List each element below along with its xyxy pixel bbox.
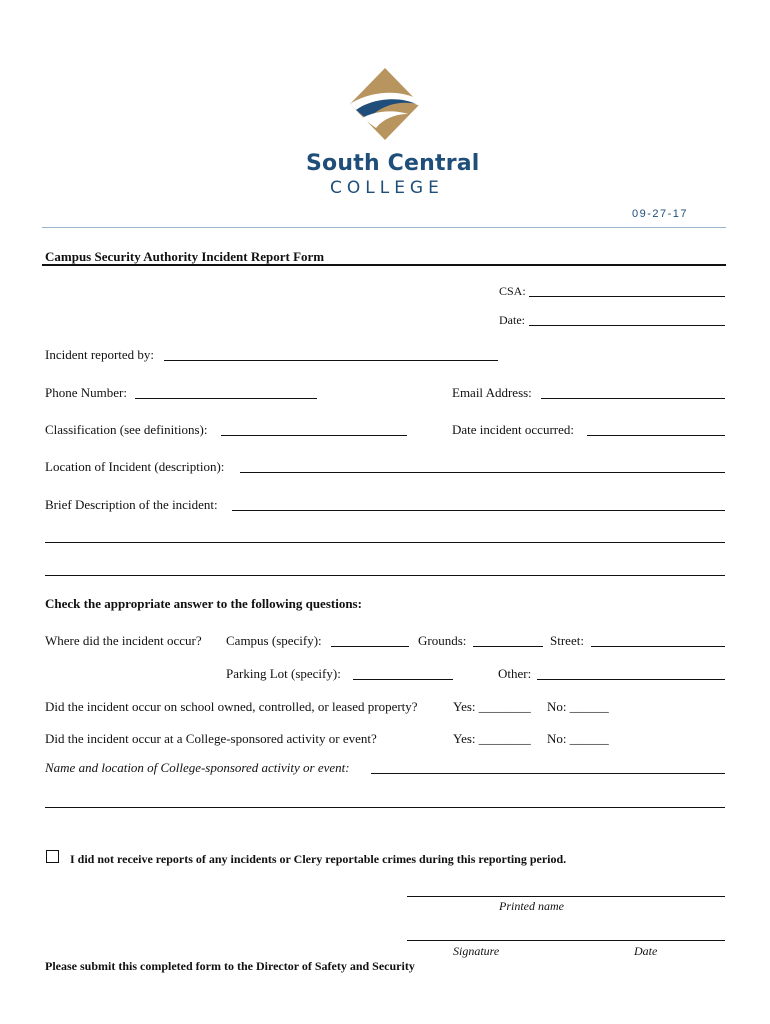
no-reports-statement: I did not receive reports of any incidents or Clery reportable crimes during this reporting period.	[70, 852, 567, 866]
brief-description-field-1[interactable]	[232, 510, 725, 511]
other-field[interactable]	[537, 679, 725, 680]
college-activity-question: Did the incident occur at a College-sponsored activity or event?	[45, 731, 377, 746]
name-location-activity-field-1[interactable]	[371, 773, 725, 774]
incident-reported-by-label: Incident reported by:	[45, 347, 155, 362]
parking-lot-label: Parking Lot (specify):	[226, 666, 341, 681]
college-logo-icon	[348, 66, 422, 144]
college-activity-yes[interactable]: Yes: ________	[453, 731, 531, 746]
form-title: Campus Security Authority Incident Report Form	[45, 249, 325, 264]
csa-field[interactable]	[529, 296, 725, 297]
school-property-no[interactable]: No: ______	[547, 699, 609, 714]
school-property-yes[interactable]: Yes: ________	[453, 699, 531, 714]
location-of-incident-field[interactable]	[240, 472, 725, 473]
csa-label: CSA:	[499, 284, 526, 298]
classification-field[interactable]	[221, 435, 407, 436]
brief-description-label: Brief Description of the incident:	[45, 497, 218, 512]
phone-number-label: Phone Number:	[45, 385, 127, 400]
school-property-question: Did the incident occur on school owned, controlled, or leased property?	[45, 699, 418, 714]
no-reports-checkbox[interactable]	[46, 850, 59, 863]
signature-field[interactable]	[407, 940, 725, 941]
form-code: 09-27-17	[632, 208, 689, 220]
grounds-label: Grounds:	[418, 633, 467, 648]
name-location-activity-field-2[interactable]	[45, 807, 725, 808]
name-location-activity-label: Name and location of College-sponsored activity or event:	[45, 760, 350, 775]
location-of-incident-label: Location of Incident (description):	[45, 459, 225, 474]
college-activity-no[interactable]: No: ______	[547, 731, 609, 746]
college-logo	[348, 66, 422, 144]
date-field[interactable]	[529, 325, 725, 326]
logo-text-south-central: South Central	[306, 151, 480, 176]
parking-lot-field[interactable]	[353, 679, 453, 680]
questions-heading: Check the appropriate answer to the following questions:	[45, 596, 362, 611]
email-address-label: Email Address:	[452, 385, 532, 400]
email-address-field[interactable]	[541, 398, 725, 399]
date-incident-occurred-field[interactable]	[587, 435, 725, 436]
signature-label: Signature	[453, 944, 500, 958]
brief-description-field-3[interactable]	[45, 575, 725, 576]
classification-label: Classification (see definitions):	[45, 422, 208, 437]
printed-name-field[interactable]	[407, 896, 725, 897]
phone-number-field[interactable]	[135, 398, 317, 399]
header-divider	[42, 227, 726, 228]
date-incident-occurred-label: Date incident occurred:	[452, 422, 574, 437]
printed-name-label: Printed name	[499, 899, 564, 913]
street-label: Street:	[550, 633, 584, 648]
where-occur-label: Where did the incident occur?	[45, 633, 202, 648]
other-label: Other:	[498, 666, 532, 681]
incident-reported-by-field[interactable]	[164, 360, 498, 361]
brief-description-field-2[interactable]	[45, 542, 725, 543]
logo-text-college: COLLEGE	[330, 178, 444, 198]
date-label: Date:	[499, 313, 525, 327]
submit-instruction: Please submit this completed form to the Director of Safety and Security	[45, 959, 415, 973]
title-underline	[42, 264, 726, 266]
signature-date-label: Date	[634, 944, 658, 958]
campus-label: Campus (specify):	[226, 633, 322, 648]
campus-field[interactable]	[331, 646, 409, 647]
grounds-field[interactable]	[473, 646, 543, 647]
street-field[interactable]	[591, 646, 725, 647]
